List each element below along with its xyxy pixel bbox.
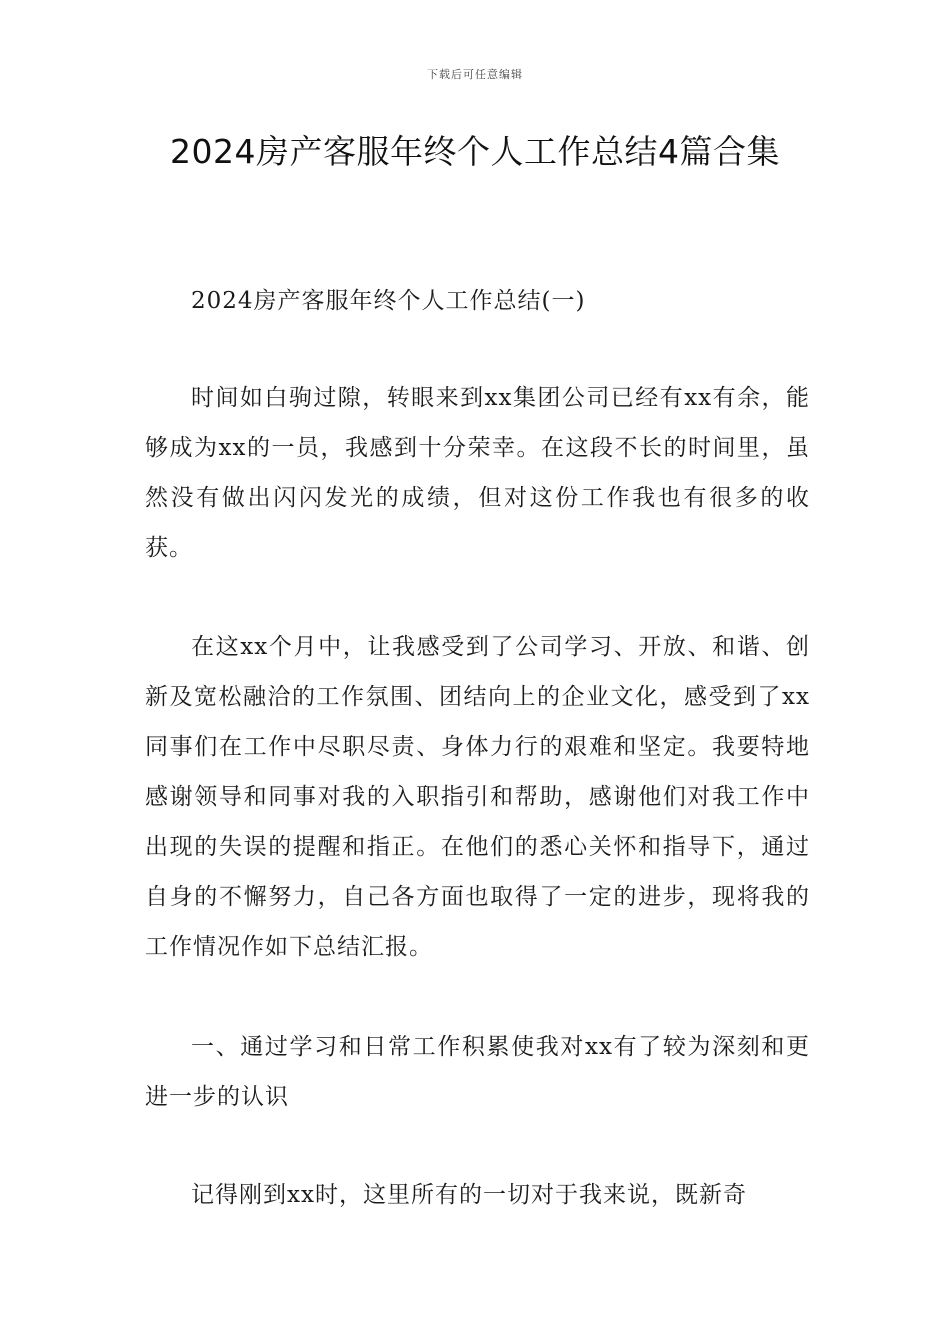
paragraph-3-subheading: 一、通过学习和日常工作积累使我对xx有了较为深刻和更进一步的认识: [145, 1034, 810, 1110]
header-note: 下载后可任意编辑: [427, 68, 523, 81]
document-title: 2024房产客服年终个人工作总结4篇合集: [170, 132, 780, 171]
paragraph-1: 时间如白驹过隙，转眼来到xx集团公司已经有xx有余，能够成为xx的一员，我感到十分荣幸。在这段不长的时间里，虽然没有做出闪闪发光的成绩，但对这份工作我也有很多的收获。: [145, 385, 810, 561]
section-heading: 2024房产客服年终个人工作总结(一): [191, 288, 586, 314]
paragraph-4: 记得刚到xx时，这里所有的一切对于我来说，既新奇: [191, 1182, 747, 1208]
paragraph-2: 在这xx个月中，让我感受到了公司学习、开放、和谐、创新及宽松融洽的工作氛围、团结向上的企业文化，感受到了xx同事们在工作中尽职尽责、身体力行的艰难和坚定。我要特地感谢领导和同事对我的入职指引和帮助，感谢他们对我工作中出现的失误的提醒和指正。在他们的悉心关怀和指导下，通过自身的不懈努力，自己各方面也取得了一定的进步，现将我的工作情况作如下总结汇报。: [145, 634, 810, 960]
